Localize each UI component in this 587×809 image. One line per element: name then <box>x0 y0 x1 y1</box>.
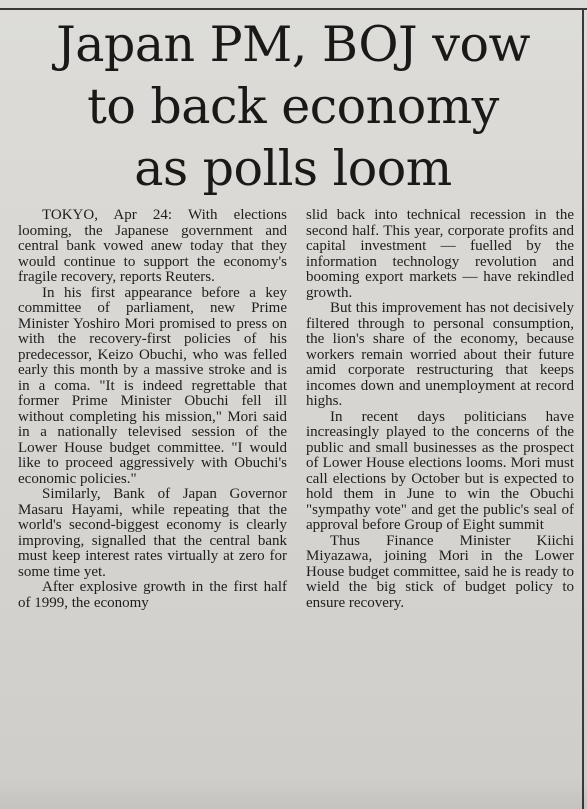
article-paragraph: In recent days politicians have increasingly played to the concerns of the public and small businesses as the prospect of Lower House elections looms. Mori must call elections by October but is expected to hold them in June to win the Obuchi "sympathy vote" and get the public's seal of approval before Group of Eight summit <box>306 408 574 533</box>
bottom-shadow <box>0 780 587 809</box>
article-paragraph: In his first appearance before a key committee of parliament, new Prime Minister Yoshiro Mori promised to press on with the recovery-first policies of his predecessor, Keizo Obuchi, who was felled early this month by a massive stroke and is in a coma. "It is indeed regrettable that former Prime Minister Obuchi fell ill without completing his mission," Mori said in a nationally televised session of the Lower House budget committee. "I would like to proceed aggressively with Obuchi's economic policies." <box>18 284 287 487</box>
article-paragraph: Thus Finance Minister Kiichi Miyazawa, joining Mori in the Lower House budget committee, said he is ready to wield the big stick of budget policy to ensure recovery. <box>306 532 574 611</box>
article-column-left <box>18 208 287 611</box>
headline-line-2: to back economy <box>87 78 499 135</box>
article-paragraph: slid back into technical recession in the second half. This year, corporate profits and capital investment — fuelled by the information technology revolution and booming export markets — have rekindled growth. <box>306 207 574 301</box>
article-paragraph: But this improvement has not decisively filtered through to personal consumption, the lion's share of the economy, because workers remain worried about their future amid corporate restructuring that keeps incomes down and unemployment at record highs. <box>306 300 574 409</box>
article-paragraph: TOKYO, Apr 24: With elections looming, the Japanese government and central bank vowed anew today that they would continue to support the economy's fragile recovery, reports Reuters. <box>18 207 287 285</box>
headline <box>10 14 576 200</box>
right-border-rule <box>582 8 584 809</box>
article-paragraph: After explosive growth in the first half of 1999, the economy <box>18 579 287 611</box>
article-column-right <box>306 208 574 611</box>
headline-line-1: Japan PM, BOJ vow <box>56 16 530 73</box>
headline-line-3: as polls loom <box>134 140 452 197</box>
article-paragraph: Similarly, Bank of Japan Governor Masaru Hayami, while repeating that the world's second-biggest economy is clearly improving, signalled that the central bank must keep interest rates virtually at zero for some time yet. <box>18 486 287 580</box>
top-border-rule <box>0 8 587 10</box>
